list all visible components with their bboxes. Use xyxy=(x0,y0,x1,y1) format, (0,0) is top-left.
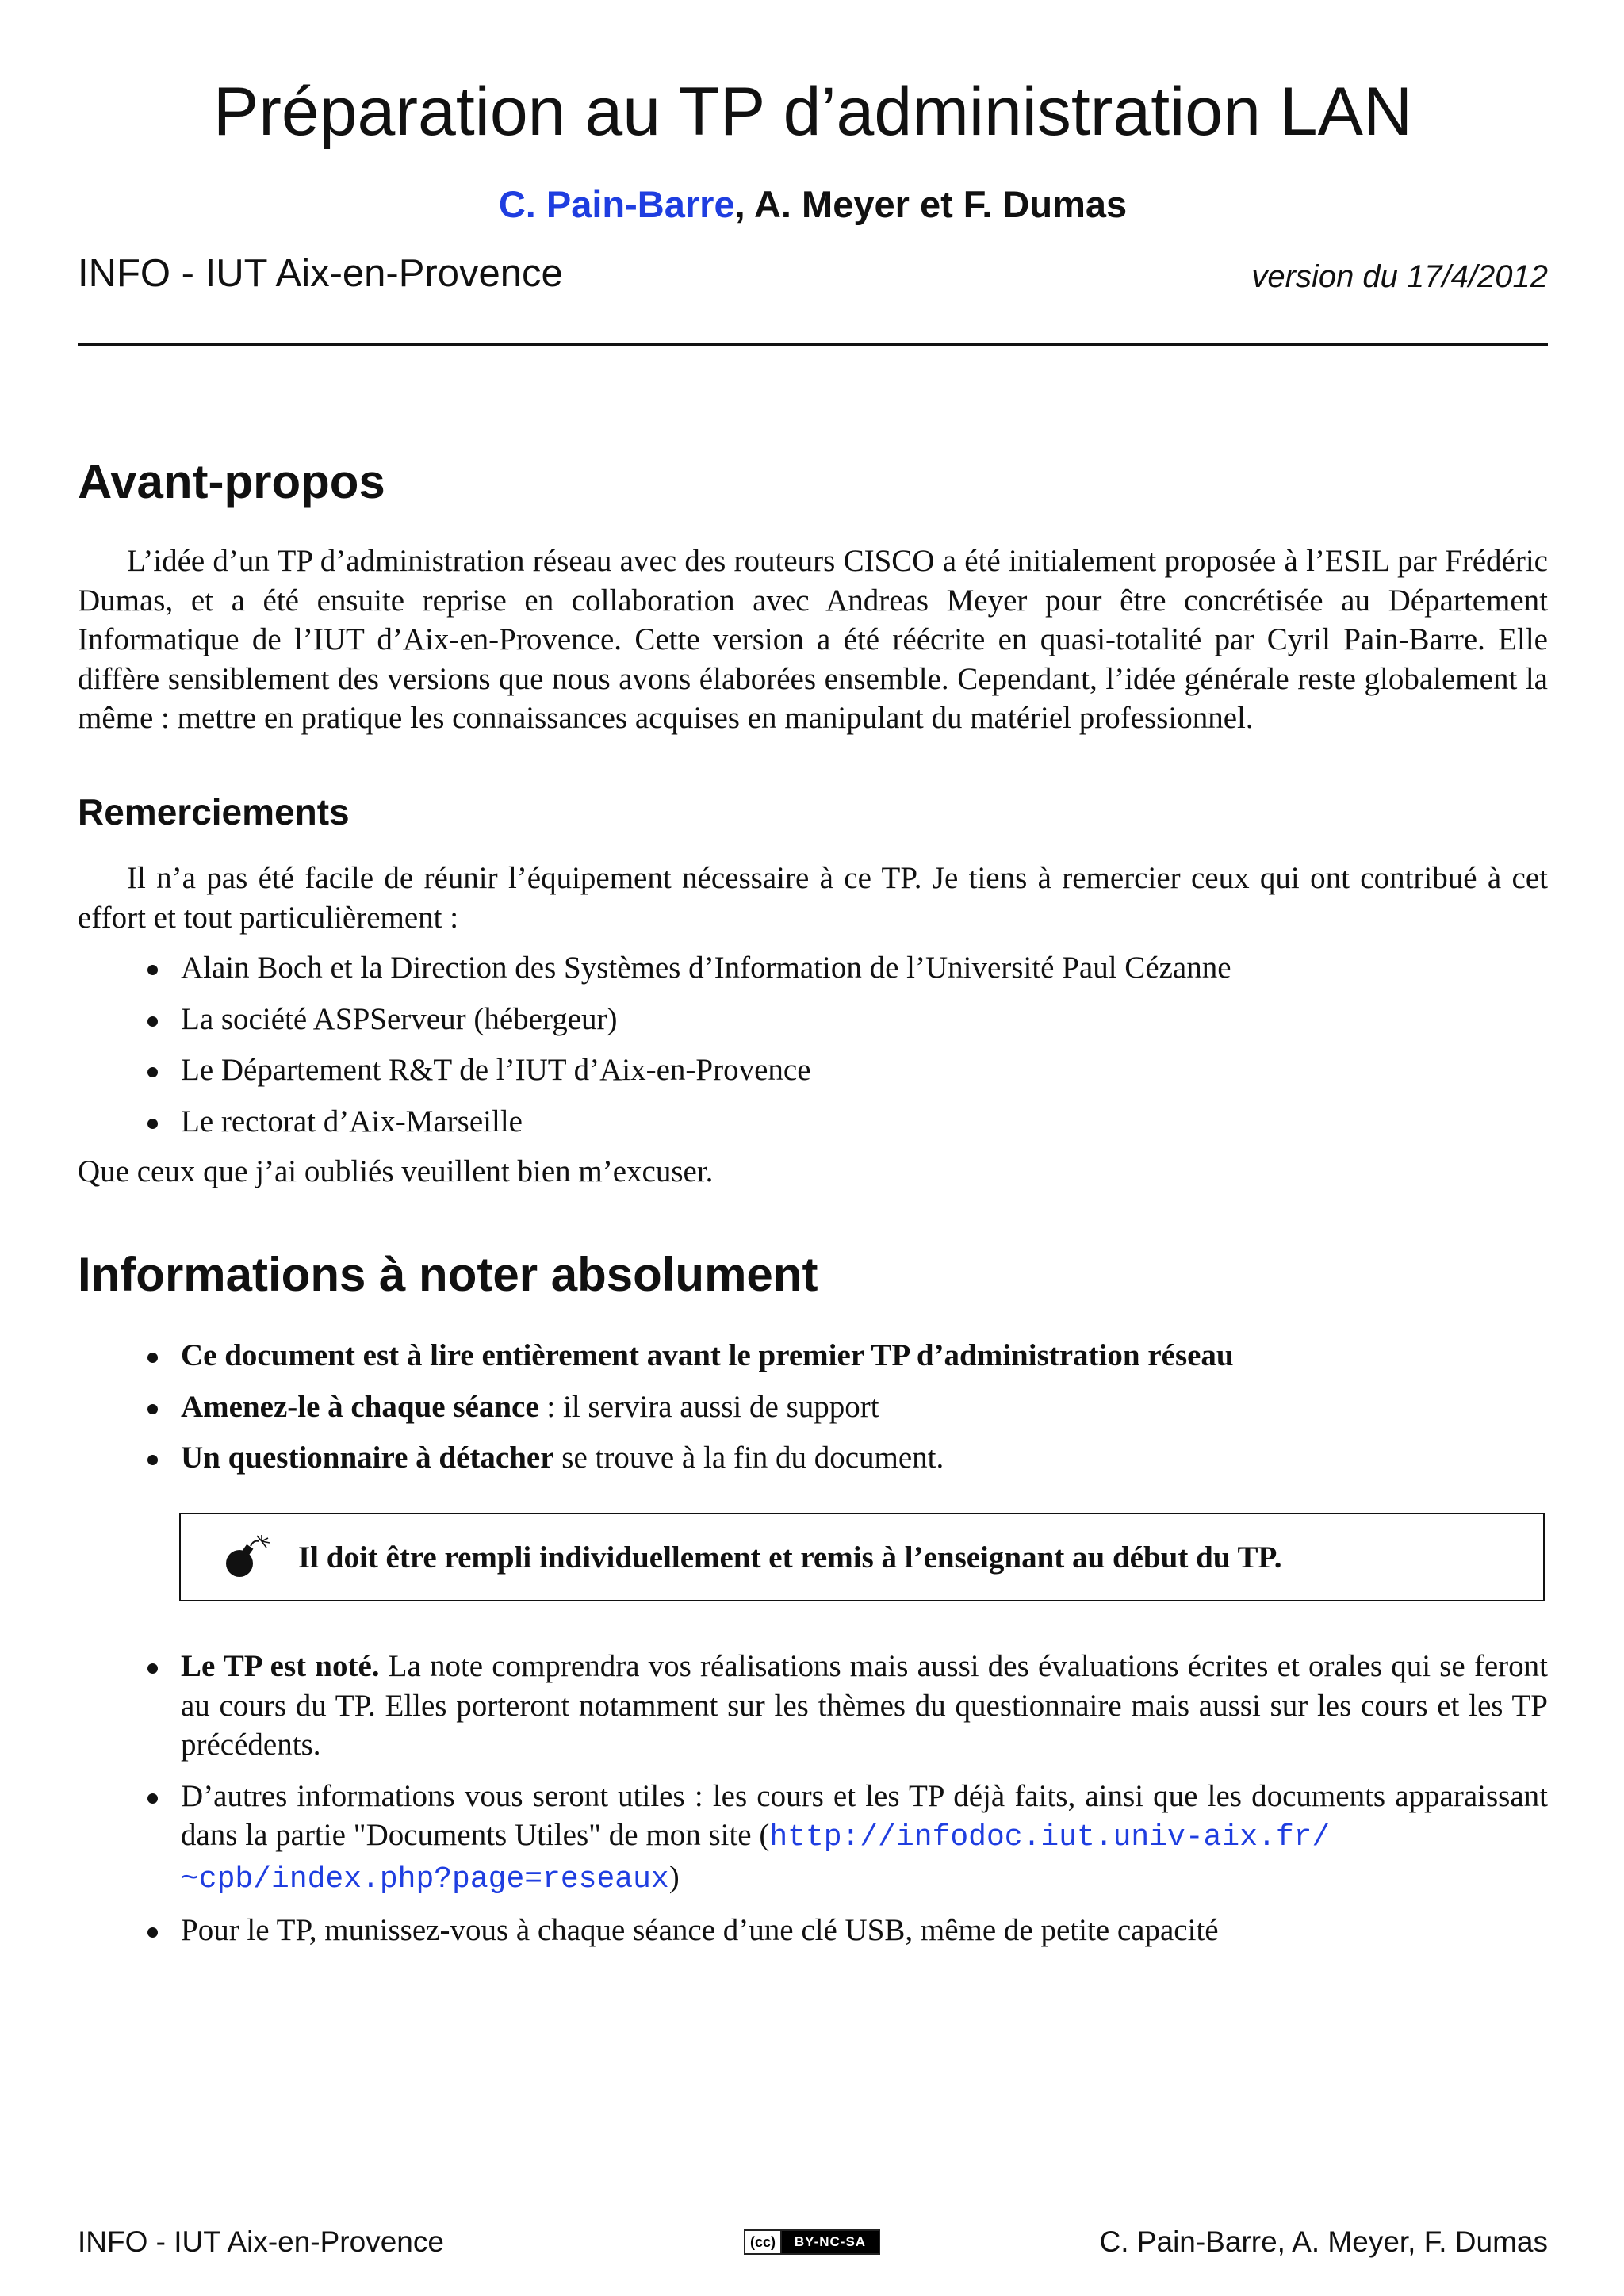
authors xyxy=(78,181,1548,228)
avant-propos-paragraph: L’idée d’un TP d’administration réseau avec des routeurs CISCO a été initialement proposée à l’ESIL par Frédéric Dumas, et a été ensuite reprise en collaboration avec Andreas Meyer pour être concrétisée au Département Informatique de l’IUT d’Aix-en-Provence. Cette version a été réécrite en quasi-totalité par Cyril Pain-Barre. Elle diffère sensiblement des versions que nous avons élaborées ensemble. Cependant, l’idée générale reste globalement la même : mettre en pratique les connaissances acquises en manipulant du matériel professionnel. xyxy=(78,544,1548,735)
list-item: Pour le TP, munissez-vous à chaque séance d’une clé USB, même de petite capacité xyxy=(78,1911,1548,1950)
bullet-icon xyxy=(147,1067,158,1077)
footer-institution: INFO - IUT Aix-en-Provence xyxy=(78,2225,444,2258)
section-heading-remerciements: Remerciements xyxy=(78,791,350,832)
bullet-icon xyxy=(147,1455,158,1465)
remerciements-intro: Il n’a pas été facile de réunir l’équipement nécessaire à ce TP. Je tiens à remercier ceux qui ont contribué à cet effort et tout particulièrement : xyxy=(78,861,1548,935)
bullet-icon xyxy=(147,1016,158,1027)
list-item: Ce document est à lire entièrement avant le premier TP d’administration réseau xyxy=(78,1336,1548,1376)
list-item: Le TP est noté. La note comprendra vos réalisations mais aussi des évaluations écrites et orales qui se feront au cours du TP. Elles porteront notamment sur les thèmes du questionnaire mais aussi sur les cours et les TP précédents. xyxy=(78,1647,1548,1765)
warning-text: Il doit être rempli individuellement et remis à l’enseignant au début du TP. xyxy=(298,1540,1282,1575)
bullet-icon xyxy=(147,1404,158,1414)
bullet-icon xyxy=(147,1927,158,1938)
site-url-link[interactable]: http://infodoc.iut.univ-aix.fr/ ~cpb/index.php?page=reseaux xyxy=(181,1820,1331,1896)
authors-rest: , A. Meyer et F. Dumas xyxy=(734,183,1128,225)
warning-box xyxy=(179,1513,1545,1601)
cc-icon: (cc) xyxy=(745,2231,782,2253)
list-item: Un questionnaire à détacher se trouve à la fin du document. xyxy=(78,1438,1548,1478)
header-rule xyxy=(78,343,1548,346)
list-item: La société ASPServeur (hébergeur) xyxy=(78,1000,1548,1039)
cc-license-label: BY-NC-SA xyxy=(782,2231,879,2253)
section-heading-informations: Informations à noter absolument xyxy=(78,1248,818,1301)
bomb-icon xyxy=(219,1533,274,1582)
bullet-icon xyxy=(147,1663,158,1674)
document-title: Préparation au TP d’administration LAN xyxy=(213,74,1413,150)
version-date: version du 17/4/2012 xyxy=(1251,259,1548,294)
institution: INFO - IUT Aix-en-Provence xyxy=(78,252,563,295)
bullet-icon xyxy=(147,1353,158,1363)
bullet-icon xyxy=(147,965,158,975)
cc-license-badge[interactable] xyxy=(744,2229,880,2255)
list-item: Amenez-le à chaque séance : il servira aussi de support xyxy=(78,1387,1548,1427)
list-item: D’autres informations vous seront utiles : les cours et les TP déjà faits, ainsi que les documents apparaissant dans la partie "Documents Utiles" de mon site (http://infodoc.iut.univ-aix.fr/ ~cpb/index.php?page=reseaux) xyxy=(78,1777,1548,1900)
author-link[interactable]: C. Pain-Barre xyxy=(498,183,735,225)
list-item: Le rectorat d’Aix-Marseille xyxy=(78,1102,1548,1142)
remerciements-list xyxy=(78,948,1548,1141)
section-heading-avant-propos: Avant-propos xyxy=(78,455,385,508)
informations-list-top xyxy=(78,1336,1548,1478)
bullet-icon xyxy=(147,1793,158,1804)
bullet-icon xyxy=(147,1119,158,1129)
footer-authors: C. Pain-Barre, A. Meyer, F. Dumas xyxy=(1099,2225,1548,2258)
informations-list-bottom xyxy=(78,1647,1548,1950)
list-item: Alain Boch et la Direction des Systèmes d’Information de l’Université Paul Cézanne xyxy=(78,948,1548,988)
list-item: Le Département R&T de l’IUT d’Aix-en-Provence xyxy=(78,1050,1548,1090)
remerciements-outro: Que ceux que j’ai oubliés veuillent bien m’excuser. xyxy=(78,1154,714,1188)
